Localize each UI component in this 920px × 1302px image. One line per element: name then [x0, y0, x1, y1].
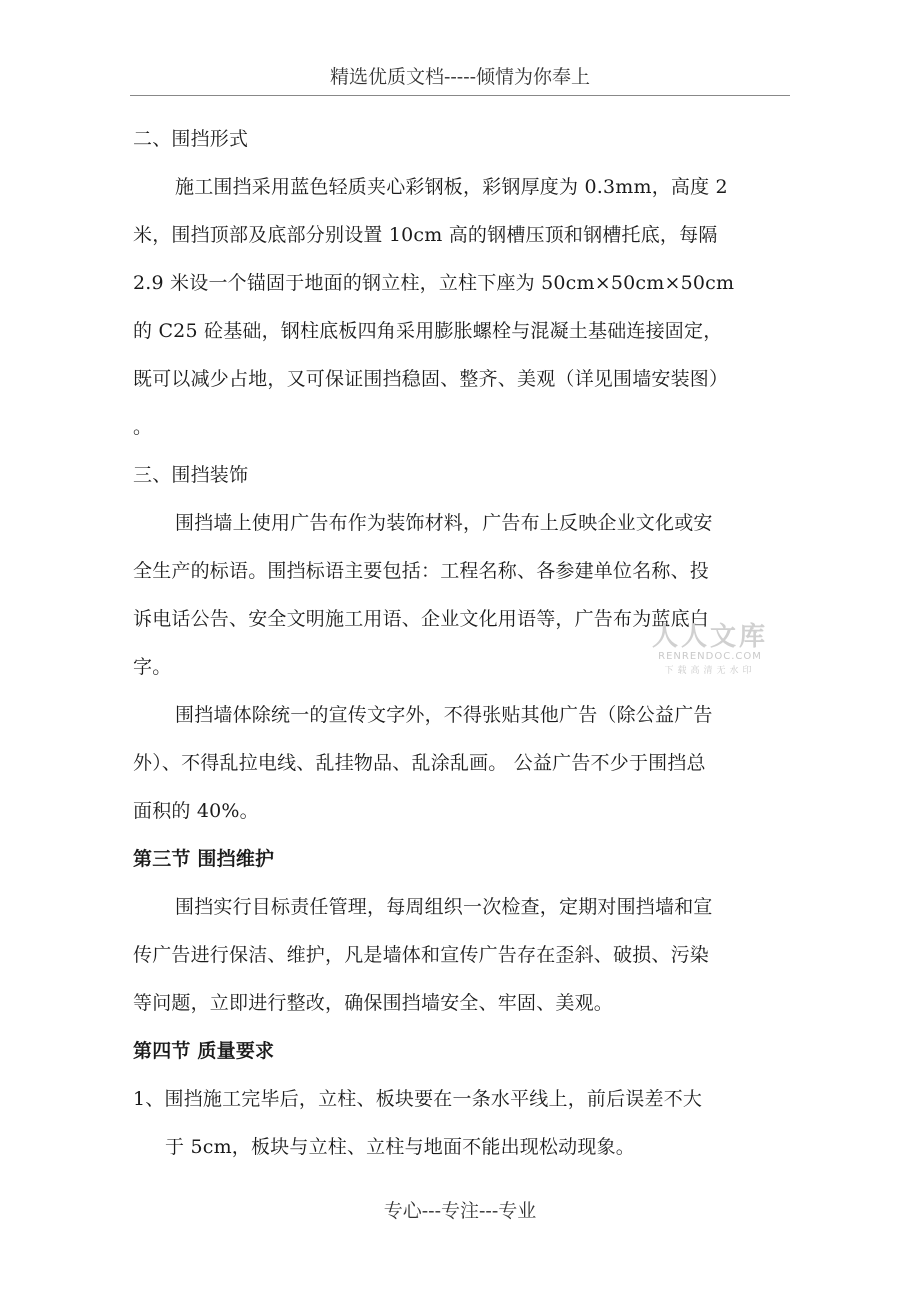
paragraph-line: 的 C25 砼基础，钢柱底板四角采用膨胀螺栓与混凝土基础连接固定， [133, 320, 723, 342]
paragraph-line: 围挡实行目标责任管理，每周组织一次检查，定期对围挡墙和宣 [175, 896, 713, 918]
watermark-cn: 人人文库 [651, 622, 768, 652]
paragraph-line: 米，围挡顶部及底部分别设置 10cm 高的钢槽压顶和钢槽托底，每隔 [133, 224, 718, 246]
paragraph-line: 面积的 40%。 [133, 800, 259, 822]
paragraph-line: 传广告进行保洁、维护，凡是墙体和宣传广告存在歪斜、破损、污染 [133, 944, 710, 966]
watermark-logo [645, 616, 775, 676]
paragraph-line: 2.9 米设一个锚固于地面的钢立柱，立柱下座为 50cm×50cm×50cm [133, 272, 735, 294]
watermark-en: RENRENDOC.COM [658, 651, 762, 662]
paragraph-line: 。 [133, 416, 153, 438]
watermark-sub: 下载高清无水印 [664, 666, 756, 676]
list-item: 1、围挡施工完毕后，立柱、板块要在一条水平线上，前后误差不大 [133, 1088, 703, 1110]
paragraph-line: 诉电话公告、安全文明施工用语、企业文化用语等，广告布为蓝底白 [133, 608, 710, 630]
list-item-continuation: 于 5cm，板块与立柱、立柱与地面不能出现松动现象。 [165, 1136, 635, 1158]
paragraph-line: 字。 [133, 656, 172, 678]
paragraph-line: 外）、不得乱拉电线、乱挂物品、乱涂乱画。 公益广告不少于围挡总 [133, 752, 706, 774]
paragraph-line: 全生产的标语。围挡标语主要包括：工程名称、各参建单位名称、投 [133, 560, 710, 582]
section-heading-2: 二、围挡形式 [133, 128, 249, 150]
paragraph-line: 围挡墙体除统一的宣传文字外，不得张贴其他广告（除公益广告 [175, 704, 713, 726]
paragraph-line: 既可以减少占地，又可保证围挡稳固、整齐、美观（详见围墙安装图） [133, 368, 729, 390]
section-heading-3: 三、围挡装饰 [133, 464, 249, 486]
page-footer: 专心---专注---专业 [383, 1200, 537, 1222]
paragraph-line: 围挡墙上使用广告布作为装饰材料，广告布上反映企业文化或安 [175, 512, 713, 534]
paragraph-line: 施工围挡采用蓝色轻质夹心彩钢板，彩钢厚度为 0.3mm，高度 2 [175, 176, 728, 198]
section-title-maintenance: 第三节 围挡维护 [133, 848, 275, 870]
paragraph-line: 等问题，立即进行整改，确保围挡墙安全、牢固、美观。 [133, 992, 614, 1014]
page-header: 精选优质文档-----倾情为你奉上 [130, 62, 790, 96]
section-title-quality: 第四节 质量要求 [133, 1040, 275, 1062]
